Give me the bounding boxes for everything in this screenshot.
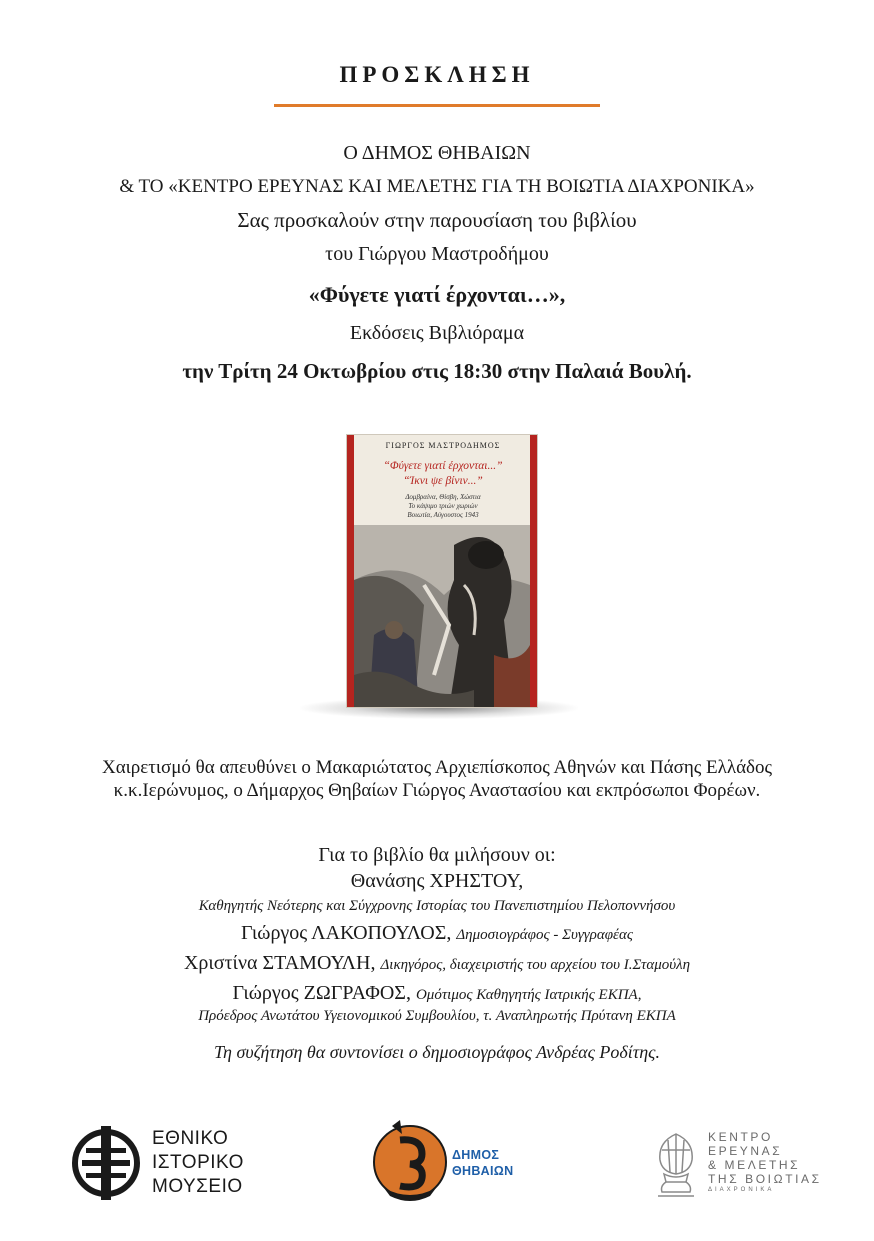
research-center-logo	[650, 1126, 822, 1202]
national-historical-museum-logo	[70, 1126, 260, 1200]
greeting-line-1: Χαιρετισμό θα απευθύνει ο Μακαριώτατος Αρχιεπίσκοπος Αθηνών και Πάσης Ελλάδος	[101, 757, 773, 778]
research-center-name-2: ΕΡΕΥΝΑΣ	[708, 1144, 783, 1158]
research-center-name-3: & ΜΕΛΕΤΗΣ	[708, 1158, 801, 1172]
speaker-3	[0, 952, 874, 975]
municipality-name-1: ΔΗΜΟΣ	[452, 1148, 500, 1162]
speaker-3-role: Δικηγόρος, διαχειριστής του αρχείου του Ι.Σταμούλη	[380, 957, 691, 973]
research-center-emblem-icon	[650, 1128, 702, 1200]
speaker-4-role: Ομότιμος Καθηγητής Ιατρικής ΕΚΠΑ,	[415, 987, 642, 1003]
cover-painting	[354, 525, 530, 708]
cover-subtitle-3: Βοιωτία, Αύγουστος 1943	[407, 511, 479, 519]
speaker-2-role: Δημοσιογράφος - Συγγραφέας	[456, 927, 633, 943]
publisher: Εκδόσεις Βιβλιόραμα	[349, 322, 525, 344]
title-underline	[274, 104, 600, 107]
speaker-3-name: Χριστίνα ΣΤΑΜΟΥΛΗ,	[183, 952, 381, 974]
speaker-4-name: Γιώργος ΖΩΓΡΑΦΟΣ,	[232, 982, 416, 1004]
museum-emblem-icon	[70, 1126, 142, 1200]
research-center-name-1: ΚΕΝΤΡΟ	[708, 1130, 773, 1144]
cover-author: ΓΙΩΡΓΟΣ ΜΑΣΤΡΟΔΗΜΟΣ	[385, 441, 501, 450]
museum-name-3: ΜΟΥΣΕΙΟ	[152, 1176, 243, 1197]
speakers-intro: Για το βιβλίο θα μιλήσουν οι:	[318, 844, 556, 866]
speaker-1-role: Καθηγητής Νεότερης και Σύγχρονης Ιστορίας του Πανεπιστημίου Πελοποννήσου	[198, 898, 676, 914]
host-line: Ο ΔΗΜΟΣ ΘΗΒΑΙΩΝ	[343, 142, 531, 164]
research-center-name-5: ΔΙΑΧΡΟΝΙΚΑ	[708, 1187, 775, 1193]
author-line: του Γιώργου Μαστροδήμου	[325, 243, 549, 265]
cover-title-1: “Φύγετε γιατί έρχονται...”	[383, 460, 503, 472]
cover-title-2: “Ίκνι ψε βίνιν...”	[403, 475, 483, 487]
invite-line: Σας προσκαλούν στην παρουσίαση του βιβλίου	[237, 208, 637, 232]
speaker-2	[0, 922, 874, 945]
cohost-line: & ΤΟ «ΚΕΝΤΡΟ ΕΡΕΥΝΑΣ ΚΑΙ ΜΕΛΕΤΗΣ ΓΙΑ ΤΗ ΒΟΙΩΤΙΑ ΔΙΑΧΡΟΝΙΚΑ»	[119, 176, 755, 197]
municipality-name-2: ΘΗΒΑΙΩΝ	[452, 1164, 514, 1178]
thebes-emblem-icon	[370, 1118, 450, 1204]
moderator-line: Τη συζήτηση θα συντονίσει ο δημοσιογράφος Ανδρέας Ροδίτης.	[214, 1042, 660, 1062]
date-venue: την Τρίτη 24 Οκτωβρίου στις 18:30 στην Παλαιά Βουλή.	[182, 359, 692, 383]
speaker-1-name: Θανάσης ΧΡΗΣΤΟΥ,	[350, 870, 524, 892]
museum-name-2: ΙΣΤΟΡΙΚΟ	[152, 1152, 244, 1173]
invitation-title: ΠΡΟΣΚΛΗΣΗ	[339, 62, 535, 87]
speaker-4	[0, 982, 874, 1005]
research-center-name-4: ΤΗΣ ΒΟΙΩΤΙΑΣ	[708, 1172, 822, 1186]
speaker-4-role-2: Πρόεδρος Ανωτάτου Υγειονομικού Συμβουλίου, τ. Αναπληρωτής Πρύτανη ΕΚΠΑ	[198, 1008, 676, 1024]
book-title: «Φύγετε γιατί έρχονται…»,	[308, 282, 566, 307]
speaker-2-name: Γιώργος ΛΑΚΟΠΟΥΛΟΣ,	[241, 922, 457, 944]
museum-name-1: ΕΘΝΙΚΟ	[152, 1128, 229, 1149]
municipality-of-thebes-logo	[370, 1118, 540, 1204]
greeting-line-2: κ.κ.Ιερώνυμος, ο Δήμαρχος Θηβαίων Γιώργος Αναστασίου και εκπρόσωποι Φορέων.	[113, 780, 761, 801]
cover-subtitle-1: Δομβραίνα, Θίσβη, Χώστια	[405, 493, 481, 501]
book-cover	[346, 434, 538, 708]
cover-subtitle-2: Το κάψιμο τριών χωριών	[408, 502, 478, 510]
